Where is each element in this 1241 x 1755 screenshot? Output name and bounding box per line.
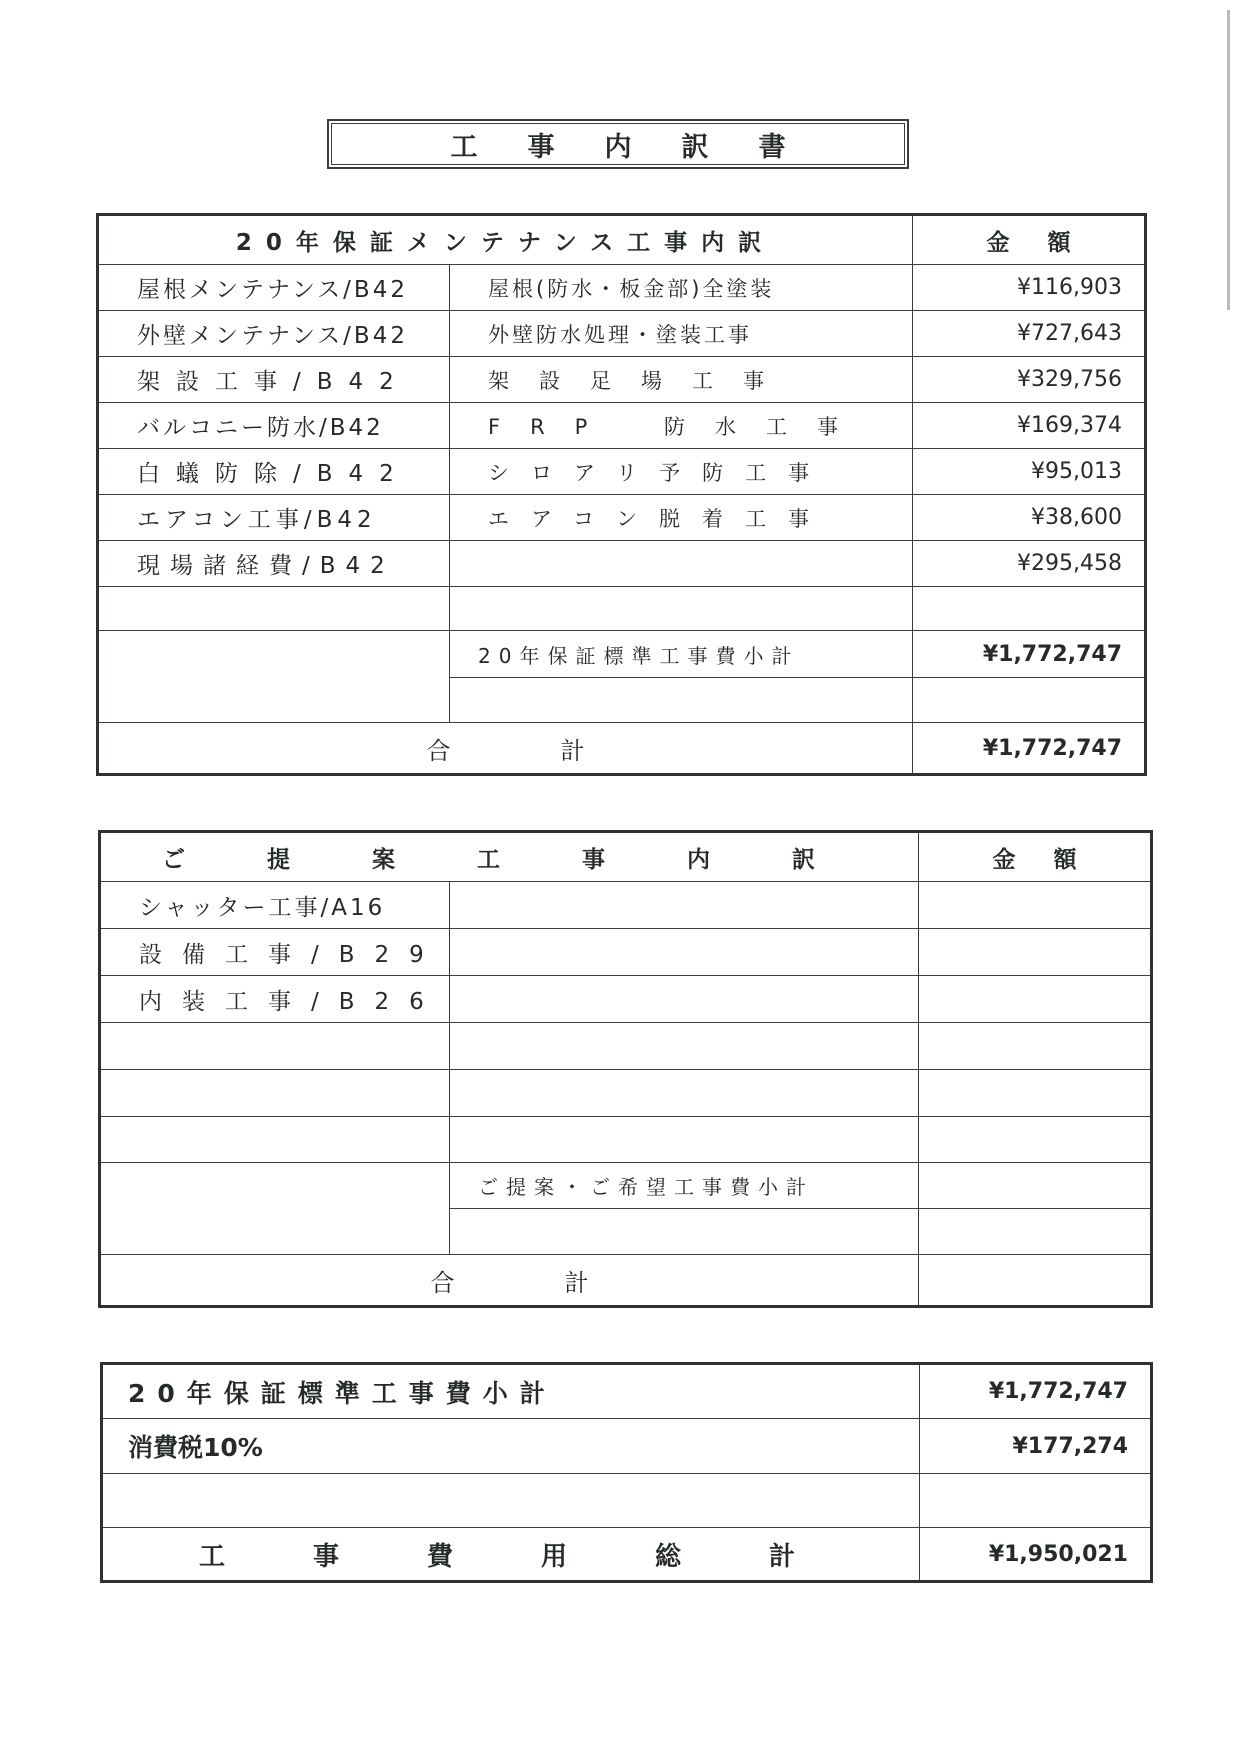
item-amount: ¥116,903 — [913, 265, 1146, 311]
table-row-empty — [100, 1023, 1152, 1070]
item-description: エアコン脱着工事 — [450, 495, 913, 541]
item-amount: ¥169,374 — [913, 403, 1146, 449]
table-row — [100, 976, 1152, 1023]
subtotal-amount — [919, 1163, 1152, 1209]
summary-amount — [920, 1474, 1152, 1528]
header-label: 20年保証メンテナンス工事内訳 — [98, 215, 913, 265]
item-description — [450, 976, 919, 1023]
item-name — [98, 587, 450, 631]
subtotal-label: 20年保証標準工事費小計 — [450, 631, 913, 678]
item-amount — [919, 1117, 1152, 1163]
summary-row-empty — [102, 1474, 1152, 1528]
table-row — [98, 357, 1146, 403]
blank-cell — [913, 678, 1146, 723]
item-name: バルコニー防水/B42 — [98, 403, 450, 449]
summary-label: 消費税10% — [102, 1419, 920, 1474]
table-row — [98, 265, 1146, 311]
item-description — [450, 587, 913, 631]
item-name: 架設工事/B42 — [98, 357, 450, 403]
table-row — [98, 495, 1146, 541]
header-amount: 金額 — [919, 832, 1152, 882]
item-amount — [919, 976, 1152, 1023]
item-amount — [913, 587, 1146, 631]
cost-summary-table — [100, 1362, 1153, 1583]
item-description: FRP 防水工事 — [450, 403, 913, 449]
item-description — [450, 882, 919, 929]
item-amount: ¥95,013 — [913, 449, 1146, 495]
item-name: 内装工事/B26 — [100, 976, 450, 1023]
total-amount: ¥1,772,747 — [913, 723, 1146, 775]
subtotal-row — [98, 631, 1146, 678]
item-name: シャッター工事/A16 — [100, 882, 450, 929]
item-description: 外壁防水処理・塗装工事 — [450, 311, 913, 357]
summary-amount: ¥1,772,747 — [920, 1364, 1152, 1419]
total-label: 合計 — [98, 723, 913, 775]
total-row — [98, 723, 1146, 775]
item-name: 現場諸経費/B42 — [98, 541, 450, 587]
item-name — [100, 1117, 450, 1163]
maintenance-breakdown-table — [96, 213, 1147, 776]
scan-edge-line — [1227, 10, 1230, 310]
table-row-empty — [100, 1117, 1152, 1163]
item-description — [450, 1070, 919, 1117]
document-title: 工事内訳書 — [450, 131, 836, 163]
blank-cell — [450, 678, 913, 723]
item-name: 外壁メンテナンス/B42 — [98, 311, 450, 357]
item-description: シロアリ予防工事 — [450, 449, 913, 495]
document-title-box — [327, 119, 909, 169]
item-description — [450, 1023, 919, 1070]
table-header-row — [100, 832, 1152, 882]
subtotal-row — [100, 1163, 1152, 1209]
grand-total-label: 工事費用総計 — [102, 1528, 920, 1582]
summary-row — [102, 1364, 1152, 1419]
table-row — [98, 311, 1146, 357]
summary-label — [102, 1474, 920, 1528]
item-description: 架設足場工事 — [450, 357, 913, 403]
item-name — [100, 1070, 450, 1117]
total-row — [100, 1255, 1152, 1307]
subtotal-label: ご提案・ご希望工事費小計 — [450, 1163, 919, 1209]
summary-row — [102, 1419, 1152, 1474]
item-description — [450, 1117, 919, 1163]
summary-label: 20年保証標準工事費小計 — [102, 1364, 920, 1419]
table-row — [98, 541, 1146, 587]
item-amount — [919, 1070, 1152, 1117]
item-amount: ¥295,458 — [913, 541, 1146, 587]
item-amount — [919, 882, 1152, 929]
table-header-row — [98, 215, 1146, 265]
item-name: 屋根メンテナンス/B42 — [98, 265, 450, 311]
summary-amount: ¥177,274 — [920, 1419, 1152, 1474]
header-label: ご提案工事内訳 — [100, 832, 919, 882]
item-name: 設備工事/B29 — [100, 929, 450, 976]
item-amount: ¥727,643 — [913, 311, 1146, 357]
blank-cell — [919, 1209, 1152, 1255]
proposal-breakdown-table — [98, 830, 1153, 1308]
table-row — [98, 449, 1146, 495]
grand-total-row — [102, 1528, 1152, 1582]
item-name — [100, 1023, 450, 1070]
table-row — [100, 929, 1152, 976]
table-row — [98, 403, 1146, 449]
total-amount — [919, 1255, 1152, 1307]
item-description — [450, 929, 919, 976]
item-amount: ¥38,600 — [913, 495, 1146, 541]
item-amount: ¥329,756 — [913, 357, 1146, 403]
subtotal-blank — [98, 631, 450, 723]
item-amount — [919, 929, 1152, 976]
header-amount: 金額 — [913, 215, 1146, 265]
table-row-empty — [98, 587, 1146, 631]
subtotal-amount: ¥1,772,747 — [913, 631, 1146, 678]
item-description — [450, 541, 913, 587]
grand-total-amount: ¥1,950,021 — [920, 1528, 1152, 1582]
item-description: 屋根(防水・板金部)全塗装 — [450, 265, 913, 311]
item-name: エアコン工事/B42 — [98, 495, 450, 541]
item-amount — [919, 1023, 1152, 1070]
item-name: 白蟻防除/B42 — [98, 449, 450, 495]
subtotal-blank — [100, 1163, 450, 1255]
table-row — [100, 882, 1152, 929]
blank-cell — [450, 1209, 919, 1255]
total-label: 合計 — [100, 1255, 919, 1307]
table-row-empty — [100, 1070, 1152, 1117]
